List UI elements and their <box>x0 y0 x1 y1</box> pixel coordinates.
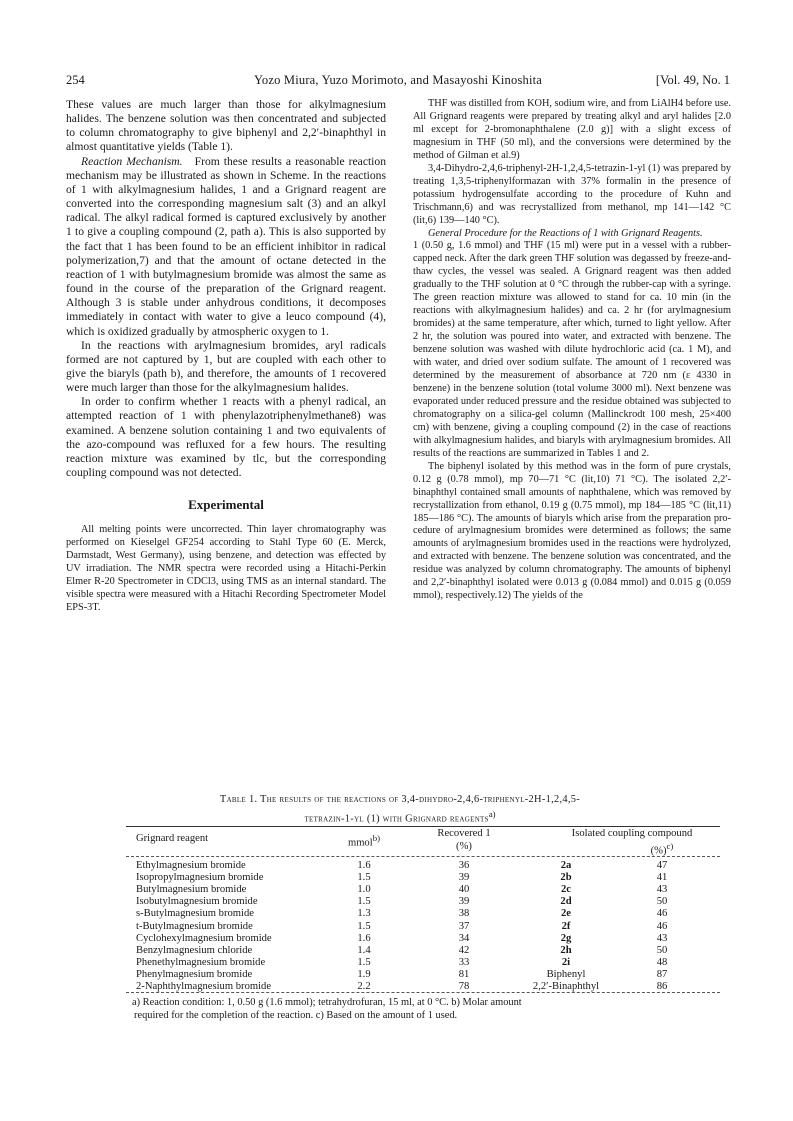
compound-cell: 2e <box>561 908 571 920</box>
table-caption-line-2-wrap <box>100 807 700 826</box>
compound-cell: 2g <box>560 932 572 944</box>
yield-cell: 87 <box>656 968 668 980</box>
mmol-cell: 1.6 <box>357 932 371 944</box>
header-isolated-sup: c) <box>666 841 674 851</box>
paragraph: 1 (0.50 g, 1.6 mmol) and THF (15 ml) were put in a vessel with a rubber-capped neck. After the dark green THF solution was degassed by freeze-and-thaw cycles, the vessel was sealed. A Grignard reagent was then added gradually to the THF solution at 0 °C through the rubber-cap with a syringe. The green reaction mixture was allowed to stand for ca. 10 min (in the reactions with alkylmagnesium halides) and ca. 2 hr (for arylmagnesium bromides) at the same temperature, after which, turned to light yellow. After 2 hr, the solution was poured into water, and extracted with benzene. The benzene solution was washed with dilute hydrochloric acid (ca. 1 M), and with water, and dried over sodium sulfate. The amount of 1 recovered was determined by the measurement of absorbance at 720 nm (ε 4330 in benzene) in the benzene solution (total volume 3000 ml). Next benzene was evaporated under reduced pressure and the residue obtained was subjected to chromatography on a silica-gel column (Mallinckrodt 100 mesh, 25×400 cm) with benzene, giving a coupling compound (2) in the case of reactions with alkylmagnesium halides, and biaryls with arylmagnesium bromides. All results of the reactions are summarized in Tables 1 and 2. <box>413 240 731 459</box>
yield-cell: 46 <box>656 908 668 920</box>
mmol-cell: 1.4 <box>357 944 371 956</box>
header-grignard-reagent: Grignard reagent <box>136 833 209 844</box>
reagent-cell: Phenethylmagnesium bromide <box>136 956 266 968</box>
paragraph: THF was distilled from KOH, sodium wire, and from LiAlH4 before use. All Grignard reagents were prepared by treating alkyl and aryl halides [2.0 ml except for 2-bromonaphthalene (2.0 g)] with a slight excess of magnesium in THF (50 ml), and the conversions were determined by the method of Gilman et al.9) <box>413 98 731 161</box>
compound-cell: 2,2′-Binaphthyl <box>532 981 600 992</box>
paragraph-body: From these results a reasonable reaction mechanism may be illustrated as shown in Scheme. In the reactions of 1 with alkylmagnesium halides, 1 and a Grignard reagent are converted into the corresponding magnesium salt (3) and an alkyl radical. The alkyl radical formed is captured exclusively by another 1 to give a coupling compound (2, path a). This is also supported by the fact that 1 has been found to be an efficient inhibitor in radical polymerization,7) and that the amount of octane detected in the reaction of 1 with butylmagnesium bromide was almost the same as found in the course of the preparation of the Grignard reagent. Although 3 is stable under anhydrous conditions, it decomposes immediately in contact with water to give a leuco compound (4), which is oxidized gradually by atmospheric oxygen to 1. <box>66 154 386 338</box>
reagent-cell: Butylmagnesium bromide <box>136 884 247 896</box>
recovered-cell: 42 <box>458 944 470 956</box>
compound-cell: 2c <box>561 884 571 896</box>
paragraph-reaction-mechanism <box>66 155 386 339</box>
yield-cell: 43 <box>656 932 668 944</box>
table-bottom-rule <box>126 992 720 993</box>
running-header <box>66 72 730 88</box>
table-footnote <box>132 996 692 1022</box>
paragraph-general-procedure-heading: General Procedure for the Reactions of 1 with Grignard Reagents. <box>428 227 703 239</box>
yield-cell: 50 <box>656 944 668 956</box>
table-header-rule <box>126 856 720 857</box>
right-column <box>413 98 731 603</box>
yield-cell: 86 <box>656 981 668 992</box>
yield-cell: 43 <box>656 884 668 896</box>
paragraph: The biphenyl isolated by this method was in the form of pure crystals, 0.12 g (0.78 mmol), mp 70—71 °C (lit,10) 71 °C). The isolated 2,2′-binaphthyl contained small amounts of naphthalene, which was removed by recrystallization from ethanol, 0.19 g (0.75 mmol), mp 184—185 °C (lit,11) 185—186 °C). The amounts of biaryls which arise from the preparation procedure of arylmagnesium bromides were determined as follows; the same amounts of arylmagnesium bromides used in the reactions were hydrolyzed, and extracted with benzene. The benzene solution was concentrated, and the residue was analyzed by column chromatography. The amounts of biphenyl and 2,2′-binaphthyl isolated were 0.013 g (0.084 mmol) and 0.015 g (0.059 mmol), respectively.12) The yields of the <box>413 460 731 602</box>
recovered-cell: 37 <box>458 920 470 932</box>
paragraph: In the reactions with arylmagnesium bromides, aryl radicals formed are not captured by 1, but are coupled with each other to give the biaryls (path b), and therefore, the amounts of 1 recovered were much larger than those for the alkylmagnesium halides. <box>66 338 386 395</box>
mmol-cell: 1.5 <box>357 872 371 884</box>
recovered-cell: 40 <box>458 884 470 896</box>
mmol-cell: 1.5 <box>357 896 371 908</box>
recovered-cell: 39 <box>458 896 470 908</box>
table-header <box>126 828 720 856</box>
reagent-cell: Isopropylmagnesium bromide <box>136 872 264 884</box>
mmol-cell: 1.3 <box>357 908 371 920</box>
paragraph: 3,4-Dihydro-2,4,6-triphenyl-2H-1,2,4,5-tetrazin-1-yl (1) was prepared by treating 1,3,5-triphenylformazan with 37% formalin in the presence of potassium hydrogensulfate according to the procedure of Kuhn and Trischmann,6) and was recrystallized from methanol, mp 141—142 °C (lit,6) 139—140 °C). <box>413 162 731 226</box>
table-caption <box>100 793 700 826</box>
mmol-cell: 1.6 <box>357 860 371 871</box>
mmol-cell: 1.5 <box>357 920 371 932</box>
yield-cell: 50 <box>656 896 668 908</box>
mmol-cell: 1.9 <box>357 968 371 980</box>
left-column <box>66 98 386 615</box>
compound-cell: 2d <box>560 896 572 908</box>
table-footnote-line-2: required for the completion of the reaction. c) Based on the amount of 1 used. <box>134 1010 458 1021</box>
experimental-text <box>66 524 386 615</box>
recovered-cell: 81 <box>458 968 470 980</box>
header-recovered-unit: (%) <box>456 841 472 852</box>
table-footnote-line-1: a) Reaction condition: 1, 0.50 g (1.6 mmol); tetrahydrofuran, 15 ml, at 0 °C. b) Molar amount <box>132 997 522 1008</box>
recovered-cell: 39 <box>458 872 470 884</box>
paragraph-lead: Reaction Mechanism. <box>81 154 183 168</box>
reagent-cell: Benzylmagnesium chloride <box>136 944 253 956</box>
yield-cell: 41 <box>656 872 668 884</box>
recovered-cell: 78 <box>458 981 470 992</box>
paragraph: All melting points were uncorrected. Thin layer chromatography was performed on Kieselgel GF254 according to Stahl Type 60 (E. Merck, Darmstadt, West Germany), using benzene, and detection was effected by UV irradiation. The NMR spectra were recorded using a Hitachi-Perkin Elmer R-20 Spectrometer in CDCl3, using TMS as an internal standard. The visible spectra were measured with a Hitachi Recording Spectrometer Model EPS-3T. <box>66 524 386 614</box>
header-isolated: Isolated coupling compound <box>571 828 693 839</box>
header-mmol-wrap <box>340 832 388 850</box>
header-isolated-unit: (%) <box>650 845 667 857</box>
recovered-cell: 34 <box>458 932 470 944</box>
compound-cell: Biphenyl <box>546 968 586 980</box>
section-title-experimental: Experimental <box>188 497 264 513</box>
mmol-cell: 2.2 <box>357 981 371 992</box>
yield-cell: 46 <box>656 920 668 932</box>
header-isolated-unit-wrap <box>644 840 680 858</box>
table-caption-footnote-mark: a) <box>488 809 496 819</box>
reagent-cell: Ethylmagnesium bromide <box>136 860 246 871</box>
header-authors: Yozo Miura, Yuzo Morimoto, and Masayoshi Kinoshita <box>253 73 543 87</box>
compound-cell: 2i <box>561 956 571 968</box>
yield-cell: 48 <box>656 956 668 968</box>
reagent-cell: 2-Naphthylmagnesium bromide <box>136 981 272 992</box>
reagent-cell: s-Butylmagnesium bromide <box>136 908 254 920</box>
recovered-cell: 36 <box>458 860 470 871</box>
reagent-cell: Isobutylmagnesium bromide <box>136 896 258 908</box>
yield-cell: 47 <box>656 860 668 871</box>
header-mmol-sup: b) <box>372 833 381 843</box>
recovered-cell: 33 <box>458 956 470 968</box>
header-recovered: Recovered 1 <box>437 828 491 839</box>
table-caption-line-2: tetrazin-1-yl (1) with Grignard reagents <box>304 813 489 825</box>
table-caption-line-1: Table 1. The results of the reactions of 3,4-dihydro-2,4,6-triphenyl-2H-1,2,4,5- <box>219 794 581 805</box>
reagent-cell: t-Butylmagnesium bromide <box>136 920 253 932</box>
compound-cell: 2f <box>561 920 571 932</box>
header-volume: [Vol. 49, No. 1 <box>655 73 730 87</box>
header-mmol: mmol <box>347 837 373 849</box>
page-number: 254 <box>66 73 85 87</box>
paragraph: These values are much larger than those for alkylmagnesium halides. The benzene solution was then concentrated and subjected to column chromatography to give biphenyl and 2,2′-binaphthyl in almost quantitative yields (Table 1). <box>66 98 386 154</box>
reagent-cell: Cyclohexylmagnesium bromide <box>136 932 272 944</box>
reagent-cell: Phenylmagnesium bromide <box>136 968 253 980</box>
paragraph: In order to confirm whether 1 reacts with a phenyl radical, an attempted reaction of 1 with phenylazotriphenylmethane8) was examined. A benzene solution containing 1 and two equivalents of the azo-compound was refluxed for a few hours. The resulting reaction mixture was examined by tlc, but the corresponding coupling compound was not detected. <box>66 395 386 480</box>
compound-cell: 2h <box>560 944 572 956</box>
recovered-cell: 38 <box>458 908 470 920</box>
mmol-cell: 1.0 <box>357 884 371 896</box>
compound-cell: 2b <box>560 872 572 884</box>
mmol-cell: 1.5 <box>357 956 371 968</box>
compound-cell: 2a <box>560 860 572 871</box>
